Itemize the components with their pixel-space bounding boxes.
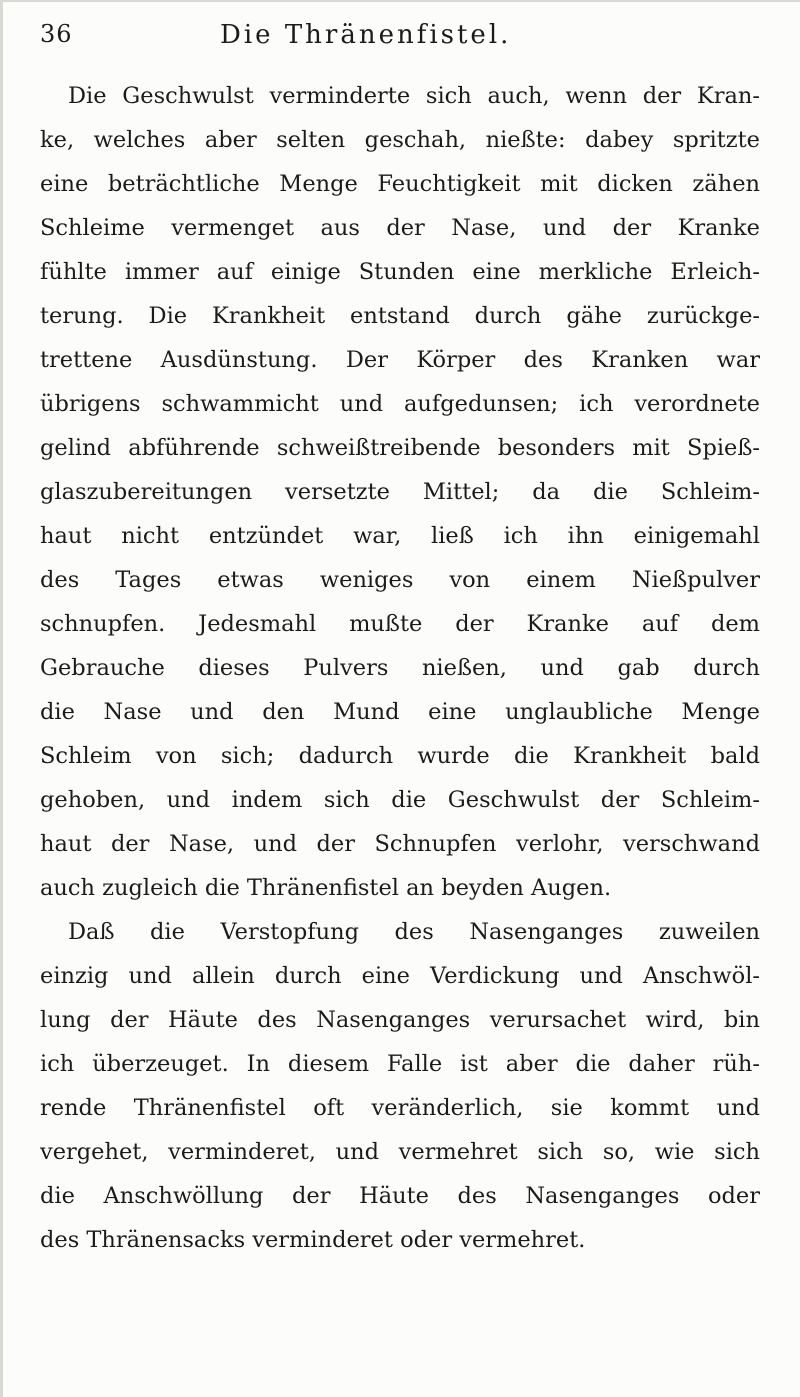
text-line: fühlte immer auf einige Stunden eine merkliche Erleich- <box>40 259 760 285</box>
scan-shadow-top <box>0 0 800 2</box>
text-line: Gebrauche dieses Pulvers nießen, und gab durch <box>40 655 760 681</box>
text-line: ke, welches aber selten geschah, nießte: dabey spritzte <box>40 127 760 153</box>
text-line: rende Thränenfistel oft veränderlich, sie kommt und <box>40 1095 760 1121</box>
text-line: trettene Ausdünstung. Der Körper des Kranken war <box>40 347 760 373</box>
text-line: glaszubereitungen versetzte Mittel; da die Schleim- <box>40 479 760 505</box>
text-line: Schleim von sich; dadurch wurde die Krankheit bald <box>40 743 760 769</box>
text-line: übrigens schwammicht und aufgedunsen; ich verordnete <box>40 391 760 417</box>
text-line: terung. Die Krankheit entstand durch gähe zurückge- <box>40 303 760 329</box>
text-line: gelind abführende schweißtreibende besonders mit Spieß- <box>40 435 760 461</box>
text-line: lung der Häute des Nasenganges verursachet wird, bin <box>40 1007 760 1033</box>
text-line: schnupfen. Jedesmahl mußte der Kranke auf dem <box>40 611 760 637</box>
text-line: des Thränensacks verminderet oder vermehret. <box>40 1227 586 1253</box>
paragraph <box>40 74 760 910</box>
page-number: 36 <box>40 20 73 48</box>
paragraph <box>40 910 760 1262</box>
text-line: die Nase und den Mund eine unglaubliche Menge <box>40 699 760 725</box>
text-line: Schleime vermenget aus der Nase, und der Kranke <box>40 215 760 241</box>
text-line: des Tages etwas weniges von einem Nießpulver <box>40 567 760 593</box>
text-line: die Anschwöllung der Häute des Nasenganges oder <box>40 1183 760 1209</box>
page-header <box>40 16 760 62</box>
text-line: vergehet, verminderet, und vermehret sich so, wie sich <box>40 1139 760 1165</box>
text-line: einzig und allein durch eine Verdickung und Anschwöl- <box>40 963 760 989</box>
running-title: Die Thränenfistel. <box>220 20 512 50</box>
scan-shadow-left <box>0 0 3 1397</box>
text-line: haut der Nase, und der Schnupfen verlohr, verschwand <box>40 831 760 857</box>
text-line: gehoben, und indem sich die Geschwulst der Schleim- <box>40 787 760 813</box>
text-line: eine beträchtliche Menge Feuchtigkeit mit dicken zähen <box>40 171 760 197</box>
text-line: haut nicht entzündet war, ließ ich ihn einigemahl <box>40 523 760 549</box>
text-line: ich überzeuget. In diesem Falle ist aber die daher rüh- <box>40 1051 760 1077</box>
text-line: auch zugleich die Thränenfistel an beyden Augen. <box>40 875 612 901</box>
text-line: Daß die Verstopfung des Nasenganges zuweilen <box>68 919 760 945</box>
body-text <box>40 74 760 1262</box>
text-line: Die Geschwulst verminderte sich auch, wenn der Kran- <box>68 83 760 109</box>
